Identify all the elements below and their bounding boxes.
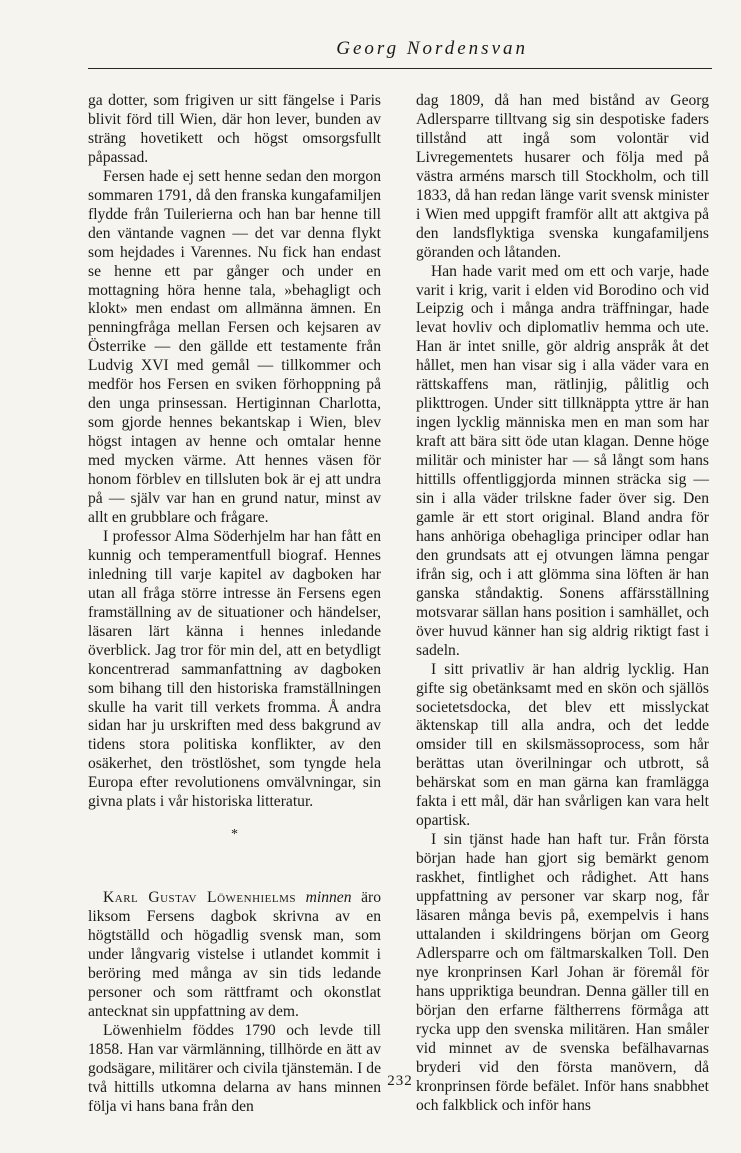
paragraph: dag 1809, då han med bistånd av Georg Adlersparre tilltvang sig sin despotiske faders tillstånd att ingå som volontär vid Livregementets husarer och följa med på västra arméns marsch till Stockholm, och till 1833, då han redan länge varit svensk minister i Wien med uppgift framför allt att aktgiva på den landsflyktiga svenska kungafamiljens göranden och låtanden.	[416, 92, 709, 261]
section-separator: *	[231, 827, 238, 843]
paragraph: I sin tjänst hade han haft tur. Från första början hade han gjort sig bemärkt genom raskhet, fintlighet och rådighet. Att hans uppfattning av personer var skarp nog, får läsaren många bevis på, exempelvis i hans uttalanden i skildringens början om Georg Adlersparre och om fältmarskalken Toll. Den nye kronprinsen Karl Johan är föremål för hans uppriktiga beundran. Denna gäller till en början den erfarne fältherrens förmåga att rycka upp den svenska militären. Han småler vid minnet av de svenska befälhavarnas bryderi vid den första manövern, då kronprinsen förde befälet. Inför hans snabbhet och falkblick och inför hans	[416, 831, 709, 1114]
paragraph: ga dotter, som frigiven ur sitt fängelse i Paris blivit förd till Wien, där hon lever, bunden av sträng hovetikett och högst omsorgsfullt påpassad.	[88, 92, 381, 166]
left-column	[88, 92, 381, 1117]
running-title: Georg Nordensvan	[336, 38, 528, 59]
paragraph	[88, 889, 381, 1022]
header-rule	[88, 68, 712, 69]
paragraph-text: äro liksom Fersens dagbok skrivna av en högtställd och högadlig svensk man, som under långvarig vistelse i utlandet kommit i beröring med många av sin tids ledande personer och som rättframt och okonstlat antecknat sin uppfattning av dem.	[88, 889, 381, 1020]
right-column	[416, 92, 709, 1115]
paragraph: Fersen hade ej sett henne sedan den morgon sommaren 1791, då den franska kungafamiljen flydde från Tuilerierna och han bar henne till den väntande vagnen — det var denna flykt som hejdades i Varennes. Nu fick han endast se henne ett par gånger och under en mottagning höra henne tala, »behagligt och klokt» men endast om allmänna ämnen. En penningfråga mellan Fersen och kejsaren av Österrike — den gällde ett testamente från Ludvig XVI med gemål — tillkommer och medför hos Fersen en sviken förhoppning på den unga prinsessan. Hertiginnan Charlotta, som gjorde hennes bekantskap i Wien, blev högst intagen av henne och omtalar henne med mycken värme. Att hennes väsen för honom förblev en tillsluten bok är ej att undra på — själv var han en grund natur, minst av allt en grubblare och frågare.	[88, 167, 381, 526]
book-title: minnen	[305, 889, 352, 907]
page-header	[88, 38, 712, 60]
author-name: Karl Gustav Löwenhielms	[103, 889, 297, 907]
paragraph: Löwenhielm föddes 1790 och levde till 1858. Han var värmlänning, tillhörde en ätt av godsägare, militärer och civila tjänstemän. I de två hittills utkomna delarna av hans minnen följa vi hans bana från den	[88, 1021, 381, 1115]
paragraph: I sitt privatliv är han aldrig lycklig. Han gifte sig obetänksamt med en skön och själlös societetsdocka, det blev ett misslyckat äktenskap till alla andra, och det ledde omsider till en skilsmässoprocess, som hår berättas utan överilningar och utbrott, så behärskat som en man gärna kan framlägga fakta i ett mål, där han svårligen kan vara helt opartisk.	[416, 660, 709, 830]
page-number: 232	[387, 1073, 413, 1089]
paragraph: Han hade varit med om ett och varje, hade varit i krig, varit i elden vid Borodino och vid Leipzig och i många andra träffningar, hade levat hovliv och diplomatliv hemma och ute. Han är intet snille, gör aldrig anspråk åt det hållet, men han visar sig i alla väder vara en rättskaffens man, rätlinjig, pålitlig och plikttrogen. Under sitt tillknäppta yttre är han ingen lycklig människa men en man som har kraft att bära sitt öde utan klagan. Denne höge militär och minister har — så långt som hans hittills offentliggjorda minnen sträcka sig — sin i alla väder trilskne fader över sig. Den gamle är ett stort original. Bland andra för hans anhöriga obehagliga principer odlar han den grundsats att ej otvungen lämna pengar ifrån sig, och i att glömma sina löften är han ganska ståndaktig. Sonens affärsställning motsvarar sällan hans position i samhället, och över huvud känner han sig aldrig riktigt fast i sadeln.	[416, 262, 709, 659]
paragraph: I professor Alma Söderhjelm har han fått en kunnig och temperamentfull biograf. Hennes inledning till varje kapitel av dagboken har utan all fråga större intresse än Fersens egen framställning av de situationer och händelser, läsaren lärt känna i hennes inledande överblick. Jag tror för min del, att en betydligt koncentrerad sammanfattning av dagboken som bihang till den historiska framställningen skulle ha varit till verkets fromma. Å andra sidan har ju urskriften med dess bakgrund av tidens stora politiska konflikter, av den osäkerhet, den tröstlöshet, som tyngde hela Europa efter revolutionens omvälvningar, sin givna plats i vår historiska litteratur.	[88, 527, 381, 811]
